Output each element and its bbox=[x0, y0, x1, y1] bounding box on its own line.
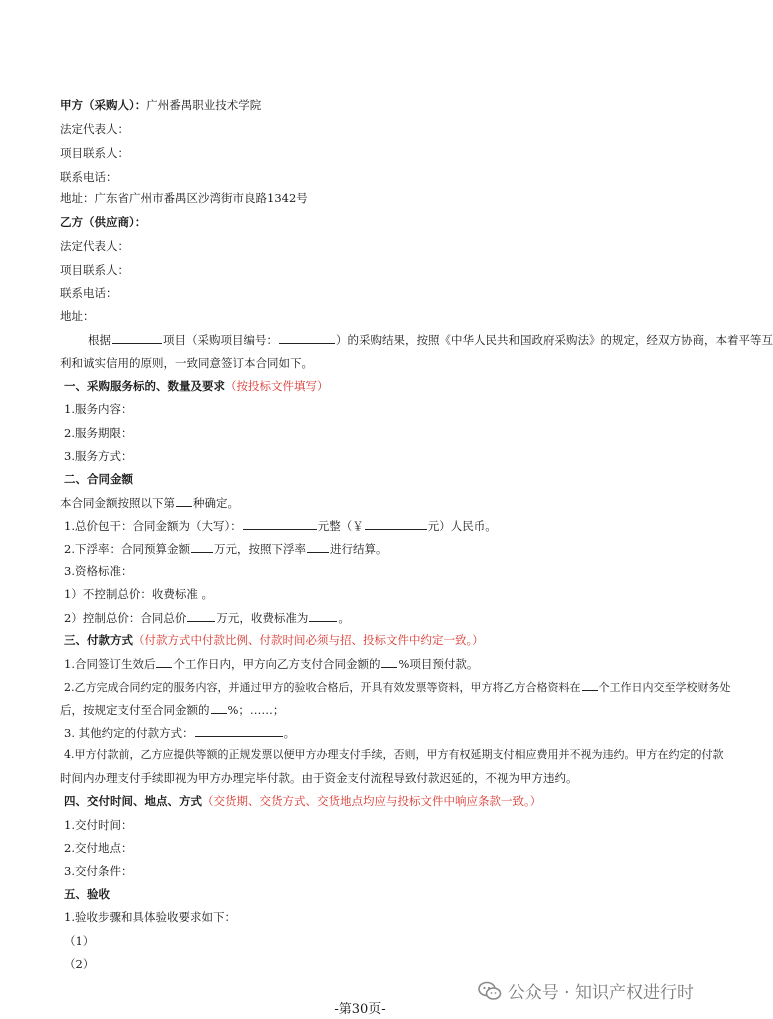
section-5-title: 五、验收 bbox=[64, 887, 110, 901]
section-4-item-1: 1.交付时间： bbox=[64, 818, 133, 832]
section-4-title: 四、交付时间、地点、方式（交货期、交货方式、交货地点均应与投标文件中响应条款一致。） bbox=[64, 794, 542, 808]
section-1-title: 一、采购服务标的、数量及要求（按投标文件填写） bbox=[64, 379, 329, 393]
party-a-contact: 项目联系人： bbox=[60, 146, 129, 160]
section-4-item-3: 3.交付条件： bbox=[64, 864, 133, 878]
party-b-contact: 项目联系人： bbox=[60, 263, 129, 277]
party-b-legal-rep: 法定代表人： bbox=[60, 239, 129, 253]
section-5-item-2: （1） bbox=[64, 934, 95, 948]
section-5-item-3: （2） bbox=[64, 957, 95, 971]
section-2-item-4: 1）不控制总价：收费标准 。 bbox=[64, 587, 213, 601]
party-a-heading: 甲方（采购人）：广州番禺职业技术学院 bbox=[60, 98, 262, 112]
section-3-item-2: 2.乙方完成合同约定的服务内容，并通过甲方的验收合格后，开具有效发票等资料，甲方将乙方合格资料在 个工作日内交至学校财务处 bbox=[64, 678, 731, 696]
section-3-item-4-cont: 时间内办理支付手续即视为甲方办理完毕付款。由于资金支付流程导致付款迟延的，不视为甲方违约。 bbox=[60, 771, 578, 785]
section-1-item-2: 2.服务期限： bbox=[64, 426, 133, 440]
section-2-item-3: 3.资格标准： bbox=[64, 564, 133, 578]
party-a-address: 地址：广东省广州市番禺区沙湾街市良路1342号 bbox=[60, 191, 308, 205]
party-a-phone: 联系电话： bbox=[60, 170, 118, 184]
intro-line-1: 根据 项目（采购项目编号： ）的采购结果，按照《中华人民共和国政府采购法》的规定，经双方协商，本着平等互 bbox=[88, 333, 773, 347]
section-2-intro: 本合同金额按照以下第 种确定。 bbox=[60, 496, 239, 510]
party-b-heading: 乙方（供应商）： bbox=[60, 215, 147, 229]
section-1-item-3: 3.服务方式： bbox=[64, 449, 133, 463]
section-4-item-2: 2.交付地点： bbox=[64, 841, 133, 855]
section-3-title: 三、付款方式（付款方式中付款比例、付款时间必须与招、投标文件中约定一致。） bbox=[64, 633, 484, 647]
section-2-title: 二、合同金额 bbox=[64, 472, 133, 486]
page-number: -第30页- bbox=[334, 1002, 386, 1017]
section-3-item-3: 3. 其他约定的付款方式： 。 bbox=[64, 726, 296, 740]
party-a-name: 广州番禺职业技术学院 bbox=[146, 98, 262, 112]
section-1-item-1: 1.服务内容： bbox=[64, 402, 133, 416]
watermark-text: 公众号 · 知识产权进行时 bbox=[507, 983, 694, 1003]
party-b-phone: 联系电话： bbox=[60, 286, 118, 300]
section-2-item-1: 1.总价包干：合同金额为（大写）： 元整（￥ 元）人民币。 bbox=[64, 519, 497, 533]
intro-line-2: 利和诚实信用的原则，一致同意签订本合同如下。 bbox=[60, 356, 313, 370]
section-3-item-4: 4.甲方付款前，乙方应提供等额的正规发票以便甲方办理支付手续，否则，甲方有权延期支付相应费用并不视为违约。甲方在约定的付款 bbox=[64, 748, 724, 761]
section-2-item-5: 2）控制总价：合同总价 万元，收费标准为 。 bbox=[64, 611, 350, 625]
section-3-item-1: 1.合同签订生效后 个工作日内，甲方向乙方支付合同金额的 %项目预付款。 bbox=[64, 657, 479, 671]
section-5-item-1: 1.验收步骤和具体验收要求如下： bbox=[64, 910, 236, 924]
section-2-item-2: 2.下浮率：合同预算金额 万元，按照下浮率 进行结算。 bbox=[64, 542, 388, 556]
party-b-address: 地址： bbox=[60, 309, 95, 323]
party-a-legal-rep: 法定代表人： bbox=[60, 122, 129, 136]
section-3-item-2-cont: 后，按规定支付至合同金额的 %；……； bbox=[60, 703, 285, 717]
